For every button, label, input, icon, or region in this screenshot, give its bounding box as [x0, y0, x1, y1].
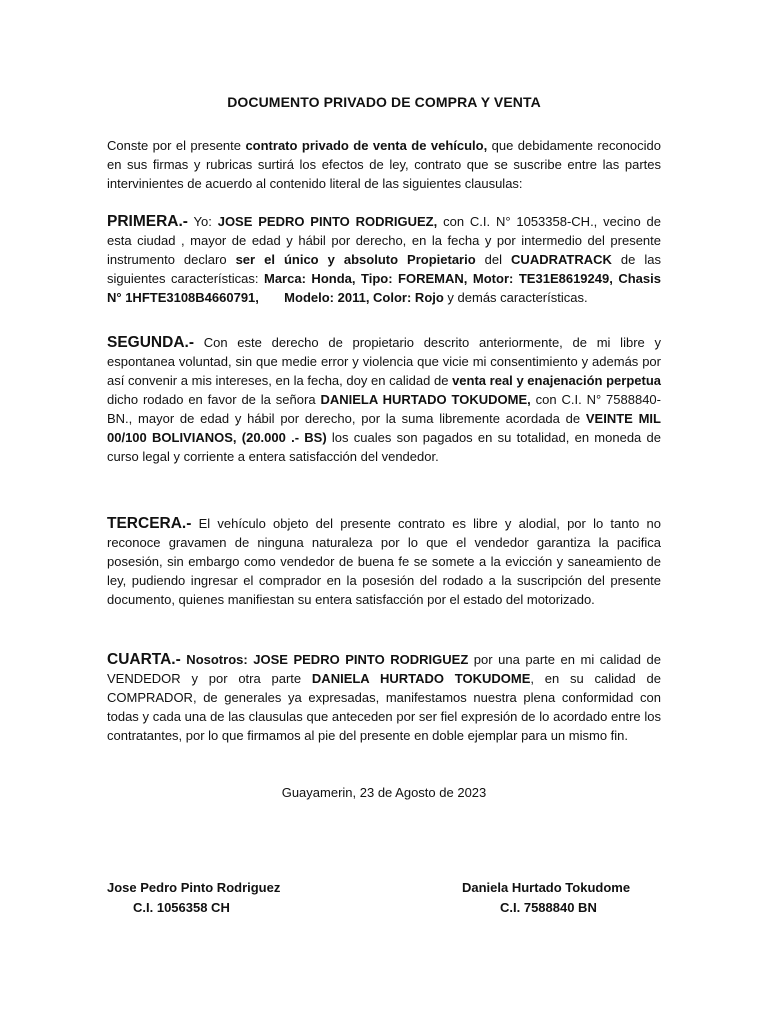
tercera-text-1: El vehículo objeto del presente contrato es libre y alodial, por lo tanto no reconoce gravamen de ninguna naturaleza por lo que el vendedor garantiza la pacifica posesión, sin embargo como vendedor de buena fe se somete a la evicción y saneamiento de ley, pudiendo ingresar el comprador en la posesión del rodado a la suscripción del presente documento, quienes manifiestan su entera satisfacción por el estado del motorizado. [107, 516, 661, 607]
segunda-text-3: con C.I. N° 7588840-BN., mayor de edad y hábil por derecho, por la suma libremente acordada de [107, 392, 661, 426]
cuarta-text-2: , en su calidad de COMPRADOR, de generales ya expresadas, manifestamos nuestra plena conformidad con todas y cada una de las clausulas que anteceden por ser fiel expresión de lo acordado entre los contratantes, por lo que firmamos al pie del presente en doble ejemplar para un mismo fin. [107, 671, 661, 743]
segunda-bold-2: DANIELA HURTADO TOKUDOME, [320, 392, 531, 407]
primera-text-2: con C.I. N° 1053358-CH., vecino de esta ciudad , mayor de edad y hábil por derecho, en la fecha y por intermedio del presente instrumento declaro [107, 214, 662, 267]
clause-heading-primera: PRIMERA.- [107, 213, 188, 230]
cuarta-text-1: por una parte en mi calidad de VENDEDOR y por otra parte [107, 652, 661, 686]
signature-buyer [462, 878, 630, 918]
seller-ci: C.I. 1056358 CH [133, 900, 230, 915]
signature-seller [107, 878, 280, 918]
segunda-text-2: dicho rodado en favor de la señora [107, 392, 321, 407]
primera-text-5: y demás características. [443, 290, 588, 305]
clause-cuarta [107, 650, 661, 745]
segunda-text-4: los cuales son pagados en su totalidad, en moneda de curso legal y corriente a entera satisfacción del vendedor. [107, 430, 661, 464]
segunda-bold-1: venta real y enajenación perpetua [452, 373, 661, 388]
cuarta-bold-1: Nosotros: JOSE PEDRO PINTO RODRIGUEZ [180, 652, 469, 667]
primera-text-3: del [475, 252, 512, 267]
clause-tercera [107, 514, 661, 609]
primera-text-4: de las siguientes características: [107, 252, 662, 286]
buyer-ci: C.I. 7588840 BN [500, 900, 597, 915]
intro-paragraph [107, 136, 661, 193]
primera-bold-4: Marca: Honda, Tipo: FOREMAN, Motor: TE31E8619249, Chasis N° 1HFTE3108B4660791, Modelo: 2011, Color: Rojo [107, 271, 665, 305]
clause-heading-cuarta: CUARTA.- [107, 651, 181, 668]
cuarta-bold-2: DANIELA HURTADO TOKUDOME [311, 671, 531, 686]
primera-bold-1: JOSE PEDRO PINTO RODRIGUEZ, [217, 214, 438, 229]
document-title: DOCUMENTO PRIVADO DE COMPRA Y VENTA [227, 94, 541, 110]
intro-bold-1: contrato privado de venta de vehículo, [245, 138, 488, 153]
primera-bold-2: ser el único y absoluto Propietario [235, 252, 476, 267]
clause-primera [107, 212, 665, 307]
primera-text-1: Yo: [187, 214, 218, 229]
clause-heading-segunda: SEGUNDA.- [107, 334, 194, 351]
seller-name: Jose Pedro Pinto Rodriguez [107, 880, 281, 895]
clause-heading-tercera: TERCERA.- [107, 515, 192, 532]
clause-segunda [107, 333, 661, 466]
segunda-bold-3: VEINTE MIL 00/100 BOLIVIANOS, (20.000 .- BS) [107, 411, 661, 445]
place-and-date: Guayamerin, 23 de Agosto de 2023 [281, 785, 487, 800]
buyer-name: Daniela Hurtado Tokudome [462, 880, 631, 895]
primera-bold-3: CUADRATRACK [511, 252, 612, 267]
segunda-text-1: Con este derecho de propietario descrito anteriormente, de mi libre y espontanea voluntad, sin que medie error y violencia que vicie mi consentimiento y además por así convenir a mis intereses, en la fecha, doy en calidad de [107, 335, 661, 388]
intro-text-2: que debidamente reconocido en sus firmas y rubricas surtirá los efectos de ley, contrato que se suscribe entre las partes intervinientes de acuerdo al contenido literal de las siguientes clausulas: [107, 138, 661, 191]
intro-text-1: Conste por el presente [107, 138, 246, 153]
